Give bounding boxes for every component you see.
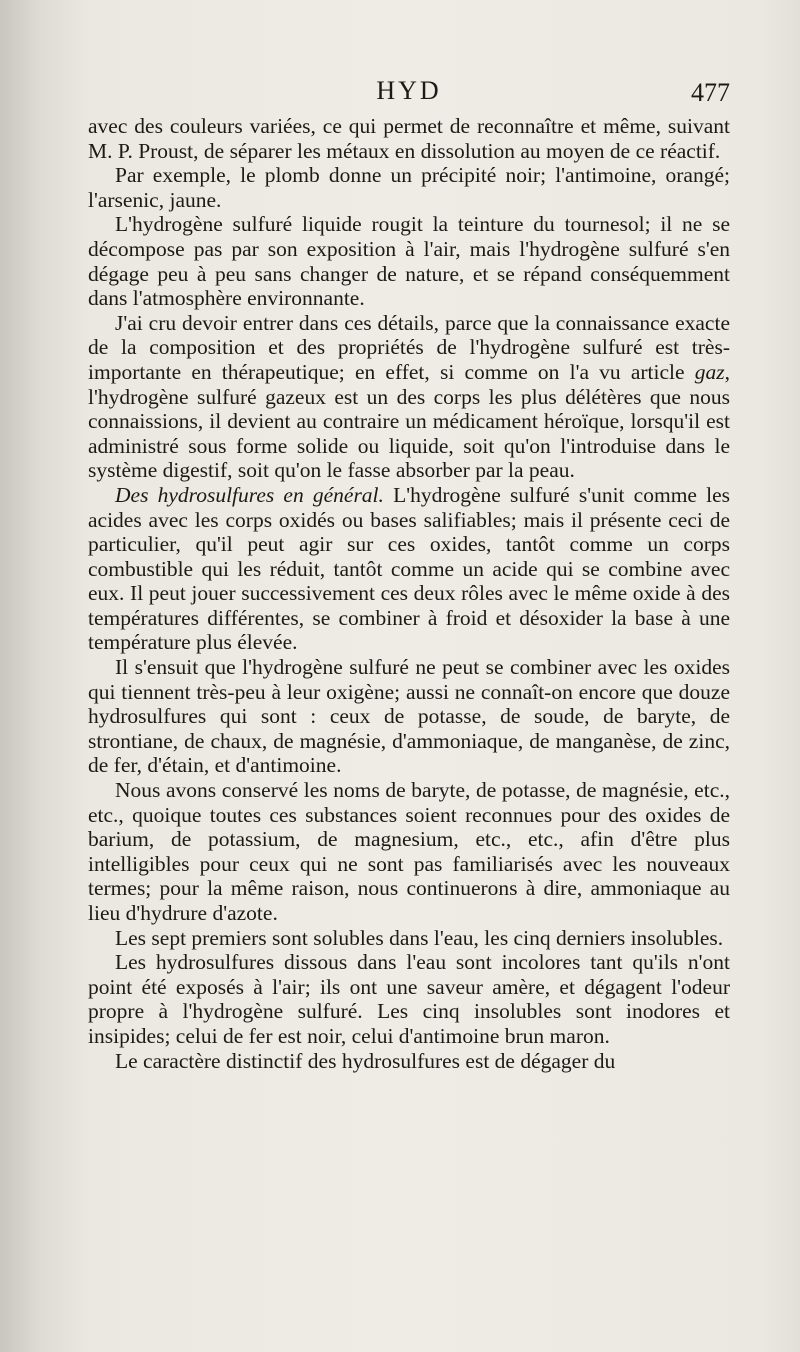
- paragraph: Les sept premiers sont solubles dans l'eau, les cinq derniers insolubles.: [115, 925, 724, 950]
- paragraph: avec des couleurs variées, ce qui permet de reconnaître et même, suivant M. P. Proust, de séparer les métaux en dissolution au moyen de ce réactif.: [88, 114, 730, 163]
- paragraph: J'ai cru devoir entrer dans ces détails, parce que la connaissance exacte de la composition et des propriétés de l'hydrogène sulfuré est très-importante en thérapeutique; en effet, si comme on l'a vu article gaz, l'hydrogène sulfuré gazeux est un des corps les plus délétères que nous connaissions, il devient au contraire un médicament héroïque, lorsqu'il est administré sous forme solide ou liquide, soit qu'on l'introduise dans le système digestif, soit qu'on le fasse absorber par la peau.: [88, 310, 730, 483]
- section-heading: Des hydrosulfures en général.: [115, 482, 384, 507]
- italic-term: gaz: [694, 359, 725, 384]
- page-header: [88, 76, 730, 110]
- paragraph: Par exemple, le plomb donne un précipité noir; l'antimoine, orangé; l'arsenic, jaune.: [88, 163, 730, 212]
- paragraph: L'hydrogène sulfuré liquide rougit la teinture du tournesol; il ne se décompose pas par son exposition à l'air, mais l'hydrogène sulfuré s'en dégage peu à peu sans changer de nature, et se répand conséquemment dans l'atmosphère environnante.: [88, 212, 730, 311]
- paragraph: Le caractère distinctif des hydrosulfures est de dégager du: [115, 1048, 616, 1073]
- body-text: [88, 114, 730, 1073]
- paragraph: Nous avons conservé les noms de baryte, de potasse, de magnésie, etc., etc., quoique toutes ces substances soient reconnues pour des oxides de barium, de potassium, de magnesium, etc., etc., afin d'être plus intelligibles pour ceux qui ne sont pas familiarisés avec les nouveaux termes; pour la même raison, nous continuerons à dire, ammoniaque au lieu d'hydrure d'azote.: [88, 778, 730, 925]
- paragraph: Les hydrosulfures dissous dans l'eau sont incolores tant qu'ils n'ont point été exposés à l'air; ils ont une saveur amère, et dégagent l'odeur propre à l'hydrogène sulfuré. Les cinq insolubles sont inodores et insipides; celui de fer est noir, celui d'antimoine brun maron.: [88, 950, 730, 1048]
- page-number: 477: [691, 78, 730, 107]
- paragraph: Il s'ensuit que l'hydrogène sulfuré ne peut se combiner avec les oxides qui tiennent très-peu à leur oxigène; aussi ne connaît-on encore que douze hydrosulfures qui sont : ceux de potasse, de soude, de baryte, de strontiane, de chaux, de magnésie, d'ammoniaque, de manganèse, de zinc, de fer, d'étain, et d'antimoine.: [88, 655, 730, 778]
- paragraph: Des hydrosulfures en général. L'hydrogène sulfuré s'unit comme les acides avec les corps oxidés ou bases salifiables; mais il présente ceci de particulier, qu'il peut agir sur ces oxides, tantôt comme un corps combustible qui les réduit, tantôt comme un acide qui se combine avec eux. Il peut jouer successivement ces deux rôles avec le même oxide à des températures différentes, se combiner à froid et désoxider la base à une température plus élevée.: [88, 482, 730, 655]
- running-head: HYD: [376, 76, 442, 105]
